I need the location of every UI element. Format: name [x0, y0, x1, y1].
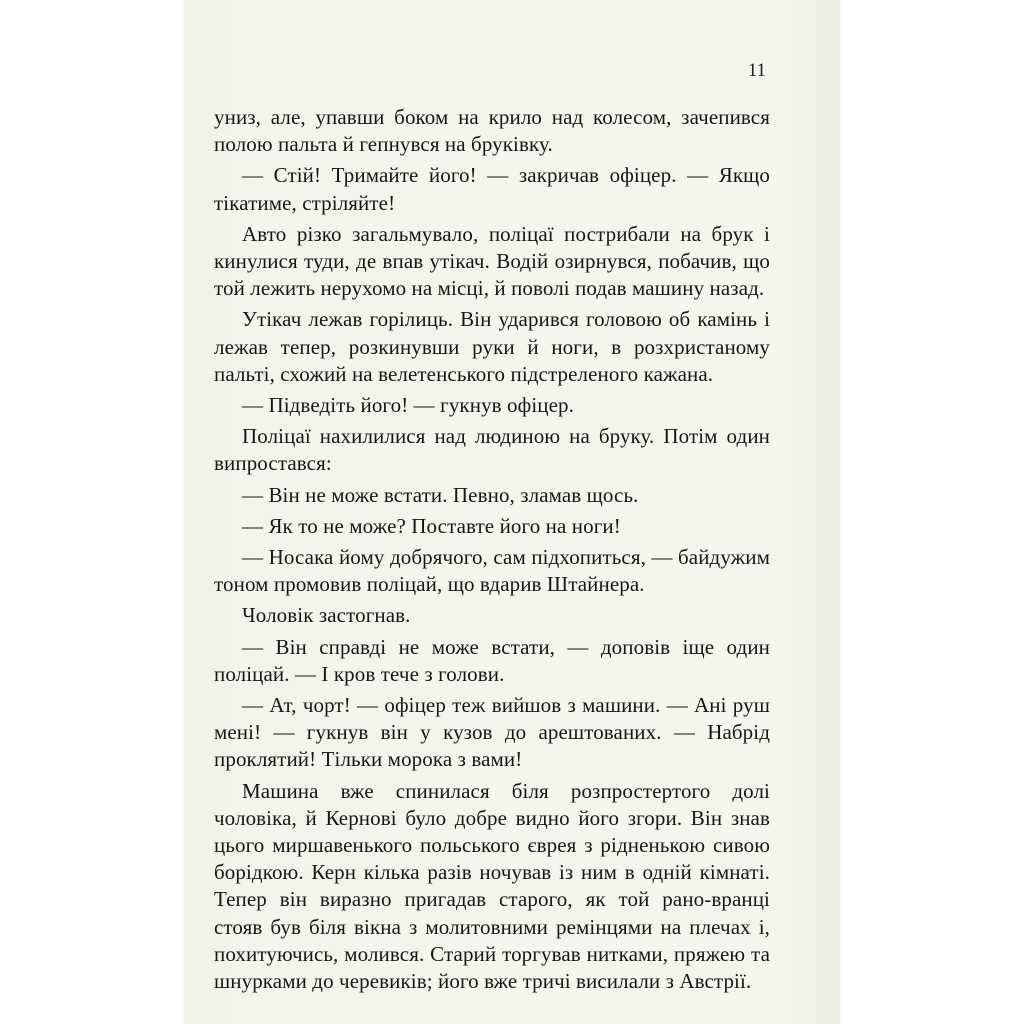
paragraph: Авто різко загальмувало, поліцаї пострибали на брук і кинулися туди, де впав утікач. Водій озирнувся, побачив, що той лежить нерухомо на місці, й поволі подав машину назад.: [214, 221, 770, 301]
paragraph: Чоловік застогнав.: [242, 603, 411, 628]
paragraph: — Ат, чорт! — офіцер теж вийшов з машини. — Ані руш мені! — гукнув він у кузов до арештованих. — Набрід проклятий! Тільки морока з вами!: [214, 693, 770, 772]
paragraph: — Як то не може? Поставте його на ноги!: [242, 513, 621, 538]
paragraph: Утікач лежав горілиць. Він ударився головою об камінь і лежав тепер, розкинувши руки й ноги, в розхристаному пальті, схожий на велетенського підстреленого кажана.: [214, 307, 770, 386]
page-number: 11: [747, 60, 766, 81]
paragraph: — Носака йому добрячого, сам підхопиться, — байдужим тоном промовив поліцай, що вдарив Штайнера.: [214, 545, 770, 597]
book-page: [184, 0, 840, 1024]
paragraph: Машина вже спинилася біля розпростертого долі чоловіка, й Кернові було добре видно його згори. Він знав цього миршавенького польського єврея з рідненькою сивою борідкою. Керн кілька разів ночував із ним в одній кімнаті. Тепер він виразно пригадав старого, як той рано-вранці стояв був біля вікна з молитовними ремінцями на плечах і, похитуючись, молився. Старий торгував нитками, пряжею та шнурками до черевиків; його вже тричі висилали з Австрії.: [214, 778, 770, 994]
page-text: [214, 104, 770, 997]
paragraph: — Він не може встати. Певно, зламав щось.: [242, 482, 639, 507]
paragraph: униз, але, упавши боком на крило над колесом, зачепився полою пальта й гепнувся на бруківку.: [214, 105, 770, 157]
paragraph: — Підведіть його! — гукнув офіцер.: [242, 393, 574, 418]
paragraph: — Він справді не може встати, — доповів іще один поліцай. — І кров тече з голови.: [214, 634, 770, 686]
paragraph: Поліцаї нахилилися над людиною на бруку. Потім один випростався:: [214, 424, 770, 476]
paragraph: — Стій! Тримайте його! — закричав офіцер. — Якщо тікатиме, стріляйте!: [214, 163, 770, 215]
